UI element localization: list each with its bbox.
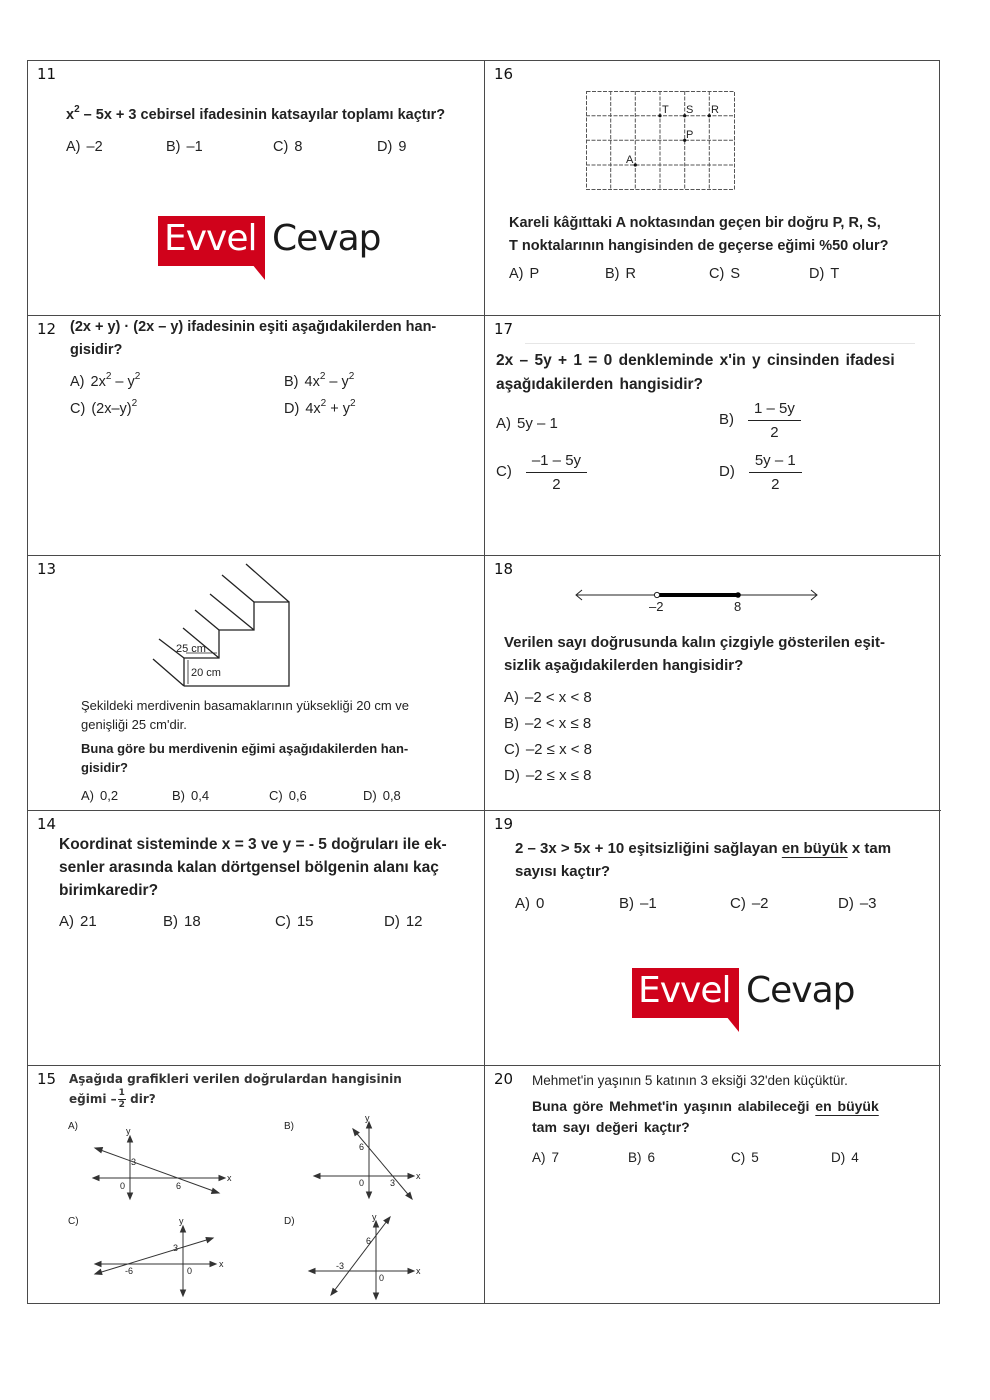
option-c[interactable]: C) 15 <box>275 913 314 930</box>
question-number: 13 <box>37 560 57 578</box>
question-line: gisidir? <box>70 342 123 358</box>
svg-text:x: x <box>416 1171 421 1181</box>
svg-text:D): D) <box>284 1216 295 1227</box>
option-b[interactable]: B) 18 <box>163 913 201 930</box>
question-line: sayısı kaçtır? <box>515 863 611 880</box>
question-text <box>81 739 408 777</box>
option-d[interactable]: D) –3 <box>838 895 877 912</box>
point-t-label: T <box>662 104 669 116</box>
logo-word-evvel: Evvel <box>164 218 257 259</box>
svg-text:-3: -3 <box>336 1261 345 1271</box>
option-b[interactable]: B) –2 < x ≤ 8 <box>504 715 592 732</box>
svg-text:y: y <box>372 1212 377 1222</box>
question-line: Mehmet'in yaşının 5 katının 3 eksiği 32'den küçüktür. <box>532 1073 848 1088</box>
expression-exponent: 2 <box>74 104 80 115</box>
question-line: (2x + y) · (2x – y) ifadesinin eşiti aşağıdakilerden han- <box>70 319 437 335</box>
option-a[interactable]: A) 21 <box>59 913 97 930</box>
question-20 <box>485 1066 941 1304</box>
question-number: 15 <box>37 1070 57 1088</box>
question-text <box>70 316 436 362</box>
logo-speech-tail <box>726 1016 739 1032</box>
svg-text:B): B) <box>284 1121 294 1132</box>
svg-text:-6: -6 <box>125 1266 134 1276</box>
svg-text:0: 0 <box>359 1178 365 1188</box>
emphasis-underline: en büyük <box>781 840 848 857</box>
logo-word-cevap: Cevap <box>746 970 855 1011</box>
question-number: 17 <box>494 320 514 338</box>
option-d[interactable]: D) 9 <box>377 139 407 155</box>
question-number: 11 <box>37 65 57 83</box>
question-line: genişliği 25 cm'dir. <box>81 717 187 732</box>
question-line: Aşağıda grafikleri verilen doğrulardan hangisinin <box>69 1072 402 1086</box>
emphasis-underline: en büyük <box>815 1098 879 1114</box>
question-14 <box>28 811 485 1066</box>
option-c[interactable]: C) –2 ≤ x < 8 <box>504 741 593 758</box>
svg-text:A): A) <box>68 1121 78 1132</box>
option-d[interactable]: D) –2 ≤ x ≤ 8 <box>504 767 592 784</box>
expression-base: x <box>66 107 75 123</box>
svg-text:3: 3 <box>390 1178 396 1188</box>
option-c[interactable]: C) $(2x-y)^2$ <box>70 398 138 417</box>
graph-a <box>68 1116 238 1196</box>
option-a[interactable]: A) –2 <box>66 139 103 155</box>
right-bound-label: 8 <box>734 599 742 614</box>
option-d[interactable]: D) T <box>809 266 840 282</box>
svg-text:y: y <box>126 1126 131 1136</box>
svg-text:0: 0 <box>379 1273 385 1283</box>
option-b[interactable]: B) R <box>605 266 636 282</box>
option-b[interactable]: B) 6 <box>628 1150 656 1165</box>
expression-rest: – 5x + 3 <box>79 107 137 123</box>
question-sheet <box>27 60 940 1304</box>
svg-text:6: 6 <box>366 1236 372 1246</box>
question-number: 12 <box>37 320 57 338</box>
question-text <box>532 1096 879 1138</box>
option-d[interactable]: D) $4x^2 + y^2$ <box>284 398 356 417</box>
question-line: aşağıdakilerden hangisidir? <box>496 376 704 393</box>
separator <box>525 343 915 344</box>
option-b[interactable]: B) –1 <box>166 139 203 155</box>
option-b[interactable]: B) $\frac{1 - 5y}{2}$ <box>719 400 801 441</box>
question-text <box>496 349 895 397</box>
option-d[interactable]: D) 4 <box>831 1150 859 1165</box>
svg-text:x: x <box>227 1173 232 1183</box>
width-label: 25 cm <box>176 643 206 655</box>
evvel-cevap-logo <box>158 216 398 276</box>
logo-word-evvel: Evvel <box>638 970 731 1011</box>
question-number: 19 <box>494 815 514 833</box>
option-a[interactable]: A) 0,2 <box>81 788 119 803</box>
question-text <box>509 212 889 258</box>
grid-figure <box>586 91 736 191</box>
point-r-label: R <box>711 104 719 116</box>
question-text <box>59 833 447 902</box>
question-line: eğimi – $\frac{1}{2}$ dir? <box>69 1088 156 1110</box>
question-line: birimkaredir? <box>59 882 159 899</box>
question-line: sizlik aşağıdakilerden hangisidir? <box>504 657 744 674</box>
question-line: 2 – 3x > 5x + 10 eşitsizliğini sağlayan en büyük x tam <box>515 840 892 857</box>
question-17 <box>485 316 941 556</box>
question-line: tam sayı değeri kaçtır? <box>532 1119 690 1135</box>
question-11 <box>28 61 485 316</box>
question-number: 20 <box>494 1070 514 1088</box>
question-text <box>69 1069 402 1110</box>
question-context <box>81 696 409 734</box>
left-bound-label: –2 <box>649 599 664 614</box>
question-line: T noktalarının hangisinden de geçerse eğimi %50 olur? <box>509 238 889 254</box>
question-context <box>532 1070 848 1092</box>
evvel-cevap-logo <box>632 968 872 1028</box>
svg-text:y: y <box>365 1113 370 1123</box>
graph-d <box>284 1211 424 1304</box>
option-d[interactable]: D) $\frac{5y - 1}{2}$ <box>719 452 802 493</box>
question-line: Buna göre Mehmet'in yaşının alabileceği en büyük <box>532 1098 879 1114</box>
question-19 <box>485 811 941 1066</box>
staircase-figure <box>148 556 298 691</box>
question-number: 18 <box>494 560 514 578</box>
option-a[interactable]: A) 5y – 1 <box>496 415 558 432</box>
point-a-label: A <box>626 154 634 166</box>
option-a[interactable]: A) P <box>509 266 540 282</box>
question-text <box>66 104 445 127</box>
question-13 <box>28 556 485 811</box>
option-b[interactable]: B) –1 <box>619 895 657 912</box>
question-16 <box>485 61 941 316</box>
question-line: Şekildeki merdivenin basamaklarının yüksekliği 20 cm ve <box>81 698 410 713</box>
svg-text:x: x <box>219 1259 224 1269</box>
question-line: Kareli kâğıttaki A noktasından geçen bir doğru P, R, S, <box>509 215 881 231</box>
option-a[interactable]: A) $2x^2 - y^2$ <box>70 371 141 390</box>
svg-text:0: 0 <box>120 1181 126 1191</box>
option-c[interactable]: C) –2 <box>730 895 769 912</box>
option-a[interactable]: A) –2 < x < 8 <box>504 689 592 706</box>
option-d[interactable]: D) 0,8 <box>363 788 401 803</box>
svg-text:3: 3 <box>173 1243 179 1253</box>
question-text <box>515 837 891 883</box>
question-line: Buna göre bu merdivenin eğimi aşağıdakilerden han- <box>81 741 409 756</box>
svg-text:x: x <box>416 1266 421 1276</box>
option-b[interactable]: B) 0,4 <box>172 788 210 803</box>
question-15 <box>28 1066 485 1304</box>
question-line: gisidir? <box>81 760 128 775</box>
option-c[interactable]: C) $\frac{-1 - 5y}{2}$ <box>496 452 587 493</box>
question-line: senler arasında kalan dörtgensel bölgenin alanı kaç <box>59 859 439 876</box>
logo-speech-tail <box>252 264 265 280</box>
question-body: cebirsel ifadesinin katsayılar toplamı kaçtır? <box>136 107 446 123</box>
question-number: 14 <box>37 815 57 833</box>
graph-b <box>284 1113 424 1206</box>
question-number: 16 <box>494 65 514 83</box>
logo-word-cevap: Cevap <box>272 218 381 259</box>
option-a[interactable]: A) 0 <box>515 895 545 912</box>
svg-text:y: y <box>179 1216 184 1226</box>
question-18 <box>485 556 941 811</box>
svg-text:C): C) <box>68 1216 79 1227</box>
svg-text:6: 6 <box>359 1142 365 1152</box>
svg-text:3: 3 <box>131 1157 137 1167</box>
option-b[interactable]: B) $4x^2 - y^2$ <box>284 371 355 390</box>
point-p-label: P <box>686 129 694 141</box>
option-d[interactable]: D) 12 <box>384 913 423 930</box>
option-c[interactable]: C) 5 <box>731 1150 759 1165</box>
question-12 <box>28 316 485 556</box>
option-a[interactable]: A) 7 <box>532 1150 560 1165</box>
question-line: Verilen sayı doğrusunda kalın çizgiyle gösterilen eşit- <box>504 634 885 651</box>
number-line-figure <box>575 586 820 616</box>
option-c[interactable]: C) S <box>709 266 740 282</box>
question-text <box>504 631 885 677</box>
svg-text:0: 0 <box>187 1266 193 1276</box>
question-line: 2x – 5y + 1 = 0 denkleminde x'in y cinsinden ifadesi <box>496 352 895 369</box>
svg-text:6: 6 <box>176 1181 182 1191</box>
question-line: Koordinat sisteminde x = 3 ve y = - 5 doğruları ile ek- <box>59 836 447 853</box>
option-c[interactable]: C) 0,6 <box>269 788 307 803</box>
height-label: 20 cm <box>191 667 221 679</box>
point-s-label: S <box>686 104 694 116</box>
graph-c <box>68 1211 238 1301</box>
option-c[interactable]: C) 8 <box>273 139 303 155</box>
